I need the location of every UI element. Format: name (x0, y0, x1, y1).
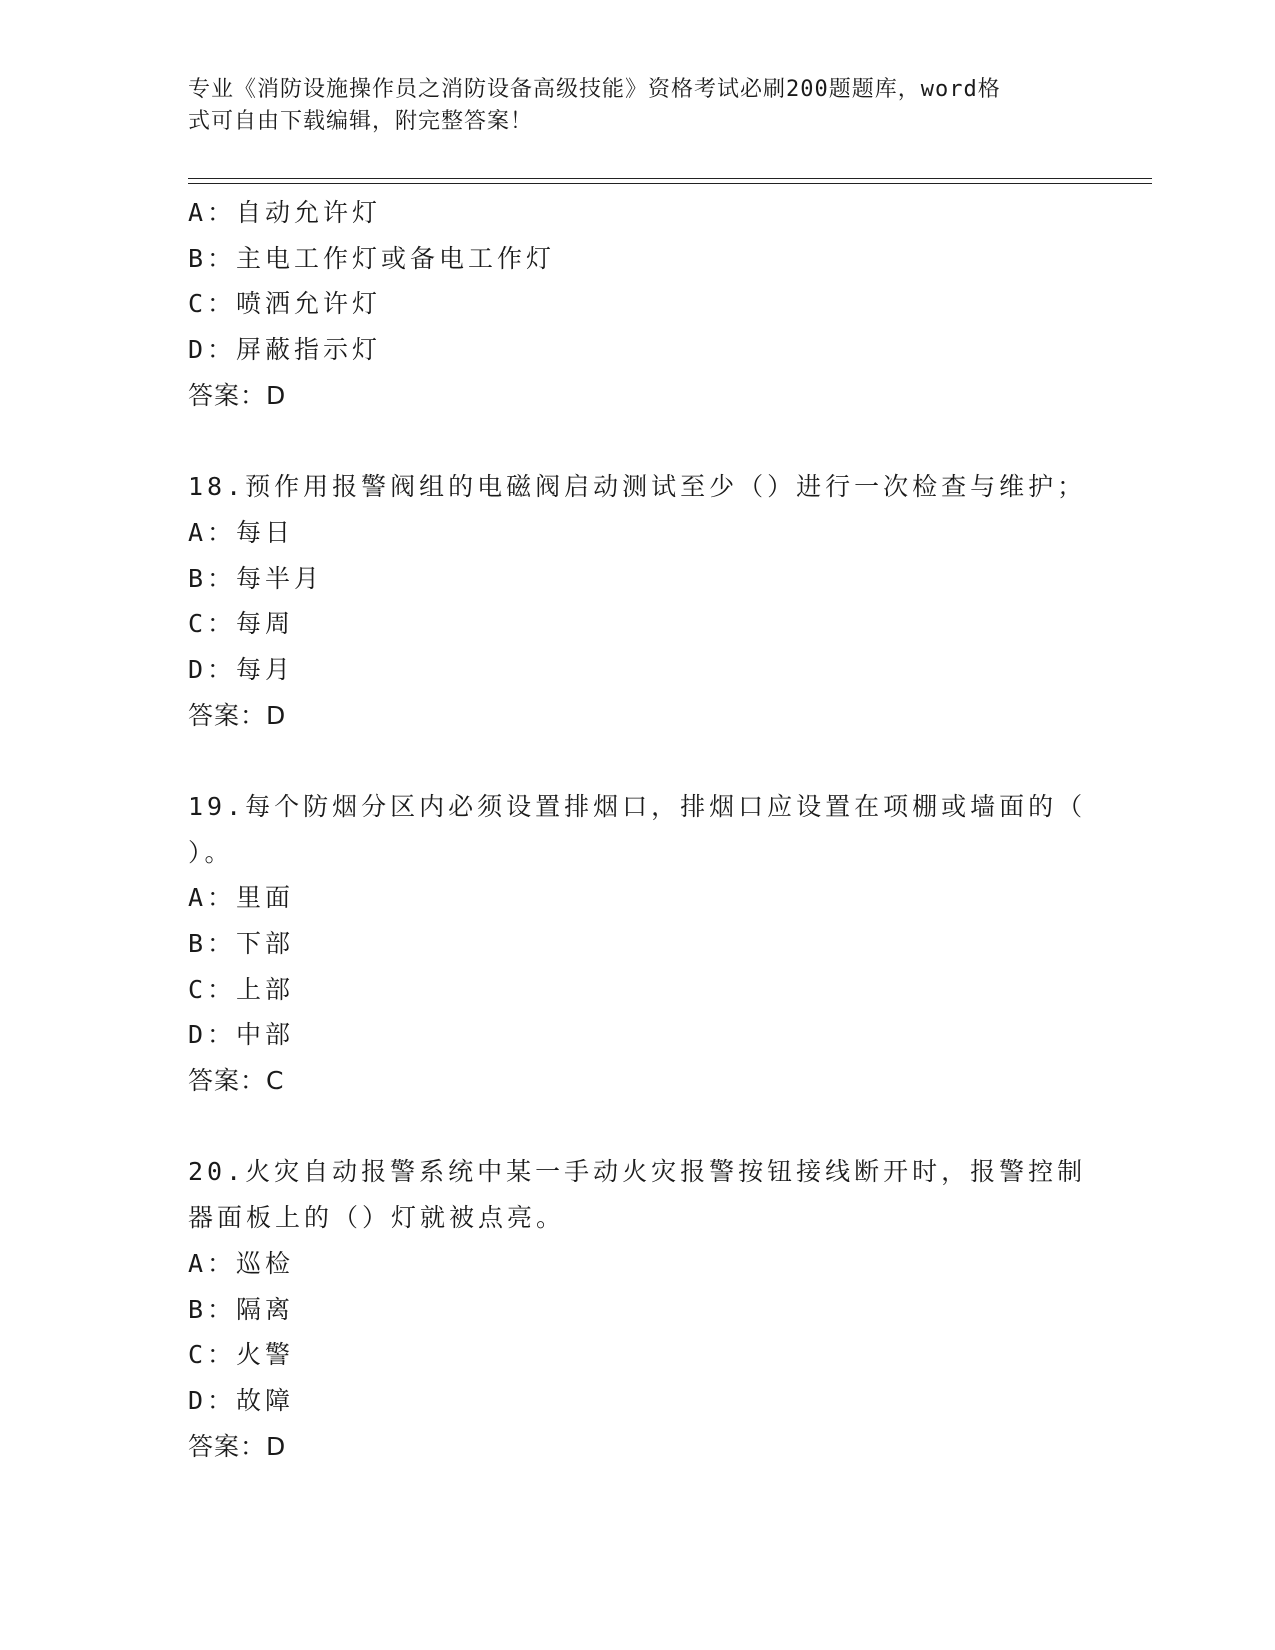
question-text-line-2: ）。 (188, 837, 234, 867)
question-text-line-2: 器面板上的（）灯就被点亮。 (188, 1203, 566, 1233)
option-a: A：每日 (188, 517, 295, 547)
option-c: C：喷洒允许灯 (188, 289, 382, 319)
question-block-19 (188, 784, 1088, 1104)
header-divider-top (188, 178, 1152, 179)
answer-line: 答案：D (188, 700, 287, 730)
question-block-18 (188, 464, 1088, 738)
answer-line: 答案：D (188, 380, 287, 410)
option-c: C：上部 (188, 974, 295, 1004)
spacer (188, 418, 1088, 464)
option-b: B：每半月 (188, 563, 324, 593)
answer-line: 答案：D (188, 1431, 287, 1461)
option-d: D：故障 (188, 1385, 295, 1415)
question-list (188, 190, 1088, 1469)
option-d: D：每月 (188, 654, 295, 684)
header-line-2: 式可自由下载编辑，附完整答案！ (188, 109, 534, 134)
spacer (188, 738, 1088, 784)
option-c: C：火警 (188, 1340, 295, 1370)
spacer (188, 1104, 1088, 1150)
question-text-line-1: 20.火灾自动报警系统中某一手动火灾报警按钮接线断开时，报警控制 (188, 1157, 1087, 1187)
option-d: D：屏蔽指示灯 (188, 335, 382, 365)
document-header (188, 74, 1088, 138)
header-divider-bottom (188, 183, 1152, 184)
question-block-20 (188, 1149, 1088, 1469)
header-line-1: 专业《消防设施操作员之消防设备高级技能》资格考试必刷200题题库，word格 (188, 77, 1001, 102)
option-b: B：下部 (188, 929, 295, 959)
option-a: A：里面 (188, 883, 295, 913)
question-text-line-1: 19.每个防烟分区内必须设置排烟口，排烟口应设置在项棚或墙面的（ (188, 791, 1087, 821)
question-block-17 (188, 190, 1088, 418)
option-a: A：巡检 (188, 1248, 295, 1278)
option-a: A：自动允许灯 (188, 198, 382, 227)
answer-line: 答案：C (188, 1066, 285, 1096)
question-text: 18.预作用报警阀组的电磁阀启动测试至少（）进行一次检查与维护； (188, 472, 1087, 502)
option-b: B：隔离 (188, 1294, 295, 1324)
option-b: B：主电工作灯或备电工作灯 (188, 243, 556, 273)
option-d: D：中部 (188, 1020, 295, 1050)
option-c: C：每周 (188, 609, 295, 639)
